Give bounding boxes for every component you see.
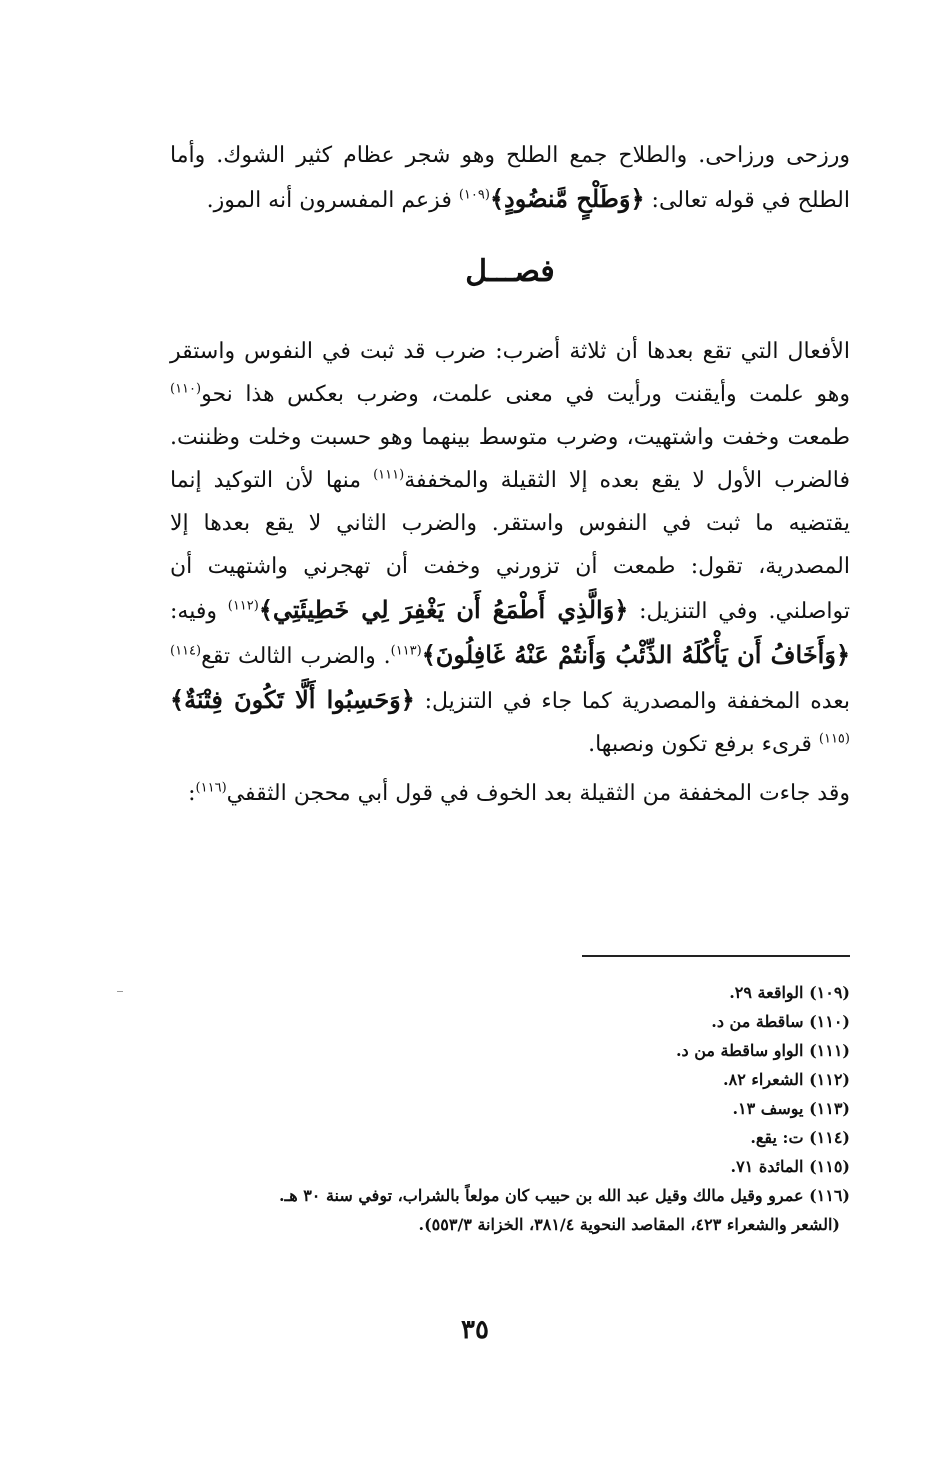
paragraph-1 — [170, 134, 850, 222]
page-number: ٣٥ — [461, 1315, 489, 1345]
paragraph-2-text-b: طمعت وخفت واشتهيت، وضرب متوسط بينهما وهو حسبت وخلت وظننت. فالضرب الأول لا يقع بعده إلا الثقيلة والمخففة — [170, 425, 850, 493]
quran-verse-atmau: ﴿وَالَّذِي أَطْمَعُ أَن يَغْفِرَ لِي خَطِيئَتِي﴾ — [258, 595, 629, 624]
footnote-112: (١١٢) الشعراء ٨٢. — [723, 1070, 850, 1089]
paragraph-2-text-a: الأفعال التي تقع بعدها أن ثلاثة أضرب: ضرب قد ثبت في النفوس واستقر وهو علمت وأيقنت ورأيت في معنى علمت، وضرب بعكس هذا نحو — [170, 339, 850, 407]
footnote-116-sources: (الشعر والشعراء ٤٢٣، المقاصد النحوية ٣٨١/٤، الخزانة ٥٥٣/٣). — [418, 1215, 840, 1234]
footnote-115: (١١٥) المائدة ٧١. — [730, 1157, 850, 1176]
footnote-separator — [582, 955, 850, 957]
footnote-110: (١١٠) ساقطة من د. — [711, 1012, 850, 1031]
footnote-109: (١٠٩) الواقعة ٢٩. — [729, 983, 850, 1002]
paragraph-3-text-b: : — [188, 781, 196, 806]
footnote-113: (١١٣) يوسف ١٣. — [732, 1099, 850, 1118]
quran-verse-talh: ﴿وَطَلْحٍ مَّنضُودٍ﴾ — [489, 184, 645, 213]
footnote-111: (١١١) الواو ساقطة من د. — [675, 1041, 850, 1060]
footnote-ref-109: (١٠٩) — [458, 187, 490, 203]
footnote-ref-115: (١١٥) — [818, 731, 850, 747]
footnote-116: (١١٦) عمرو وقيل مالك وقيل عبد الله بن حبيب كان مولعاً بالشراب، توفي سنة ٣٠ هـ. — [278, 1186, 850, 1205]
footnote-114: (١١٤) ت: يقع. — [750, 1128, 850, 1147]
paragraph-3-text-a: وقد جاءت المخففة من الثقيلة بعد الخوف في قول أبي محجن الثقفي — [226, 781, 850, 806]
main-text — [170, 134, 850, 815]
footnote-ref-112: (١١٢) — [227, 598, 259, 614]
footnote-ref-110: (١١٠) — [170, 381, 202, 397]
paragraph-2-text-d: وفيه: — [170, 599, 228, 624]
paragraph-2-text-g: قرىء برفع تكون ونصبها. — [588, 732, 819, 757]
footnote-ref-114: (١١٤) — [170, 643, 202, 659]
paragraph-2-text-c: منها لأن التوكيد إنما يقتضيه ما ثبت في النفوس واستقر. والضرب الثاني لا يقع بعدها إلا المصدرية، تقول: طمعت أن تزورني وخفت أن تهجرني واشتهيت أن تواصلني. وفي التنزيل: — [170, 468, 851, 624]
paragraph-1-text-a: ورزحى ورزاحى. والطلاح جمع الطلح وهو شجر عظام كثير الشوك. وأما الطلح في قوله تعالى: — [170, 143, 850, 213]
paragraph-2 — [170, 330, 850, 766]
section-title: فصـــل — [465, 254, 555, 289]
footnote-ref-113: (١١٣) — [390, 643, 422, 659]
scan-mark — [117, 991, 123, 992]
footnote-ref-116: (١١٦) — [195, 780, 227, 796]
footnotes — [170, 978, 850, 1239]
paragraph-1-text-b: فزعم المفسرون أنه الموز. — [206, 188, 459, 213]
quran-verse-hasibu: ﴿وَحَسِبُوا أَلَّا تَكُونَ فِتْنَةٌ﴾ — [170, 685, 415, 714]
paragraph-3 — [170, 772, 850, 815]
paragraph-2-text-e: . والضرب الثالث تقع — [201, 644, 391, 669]
paragraph-2-text-f: بعده المخففة والمصدرية كما جاء في التنزيل: — [414, 689, 850, 714]
quran-verse-akhafu: ﴿وَأَخَافُ أَن يَأْكُلَهُ الذِّئْبُ وَأَنتُمْ عَنْهُ غَافِلُونَ﴾ — [421, 640, 851, 669]
footnote-ref-111: (١١١) — [373, 467, 405, 483]
